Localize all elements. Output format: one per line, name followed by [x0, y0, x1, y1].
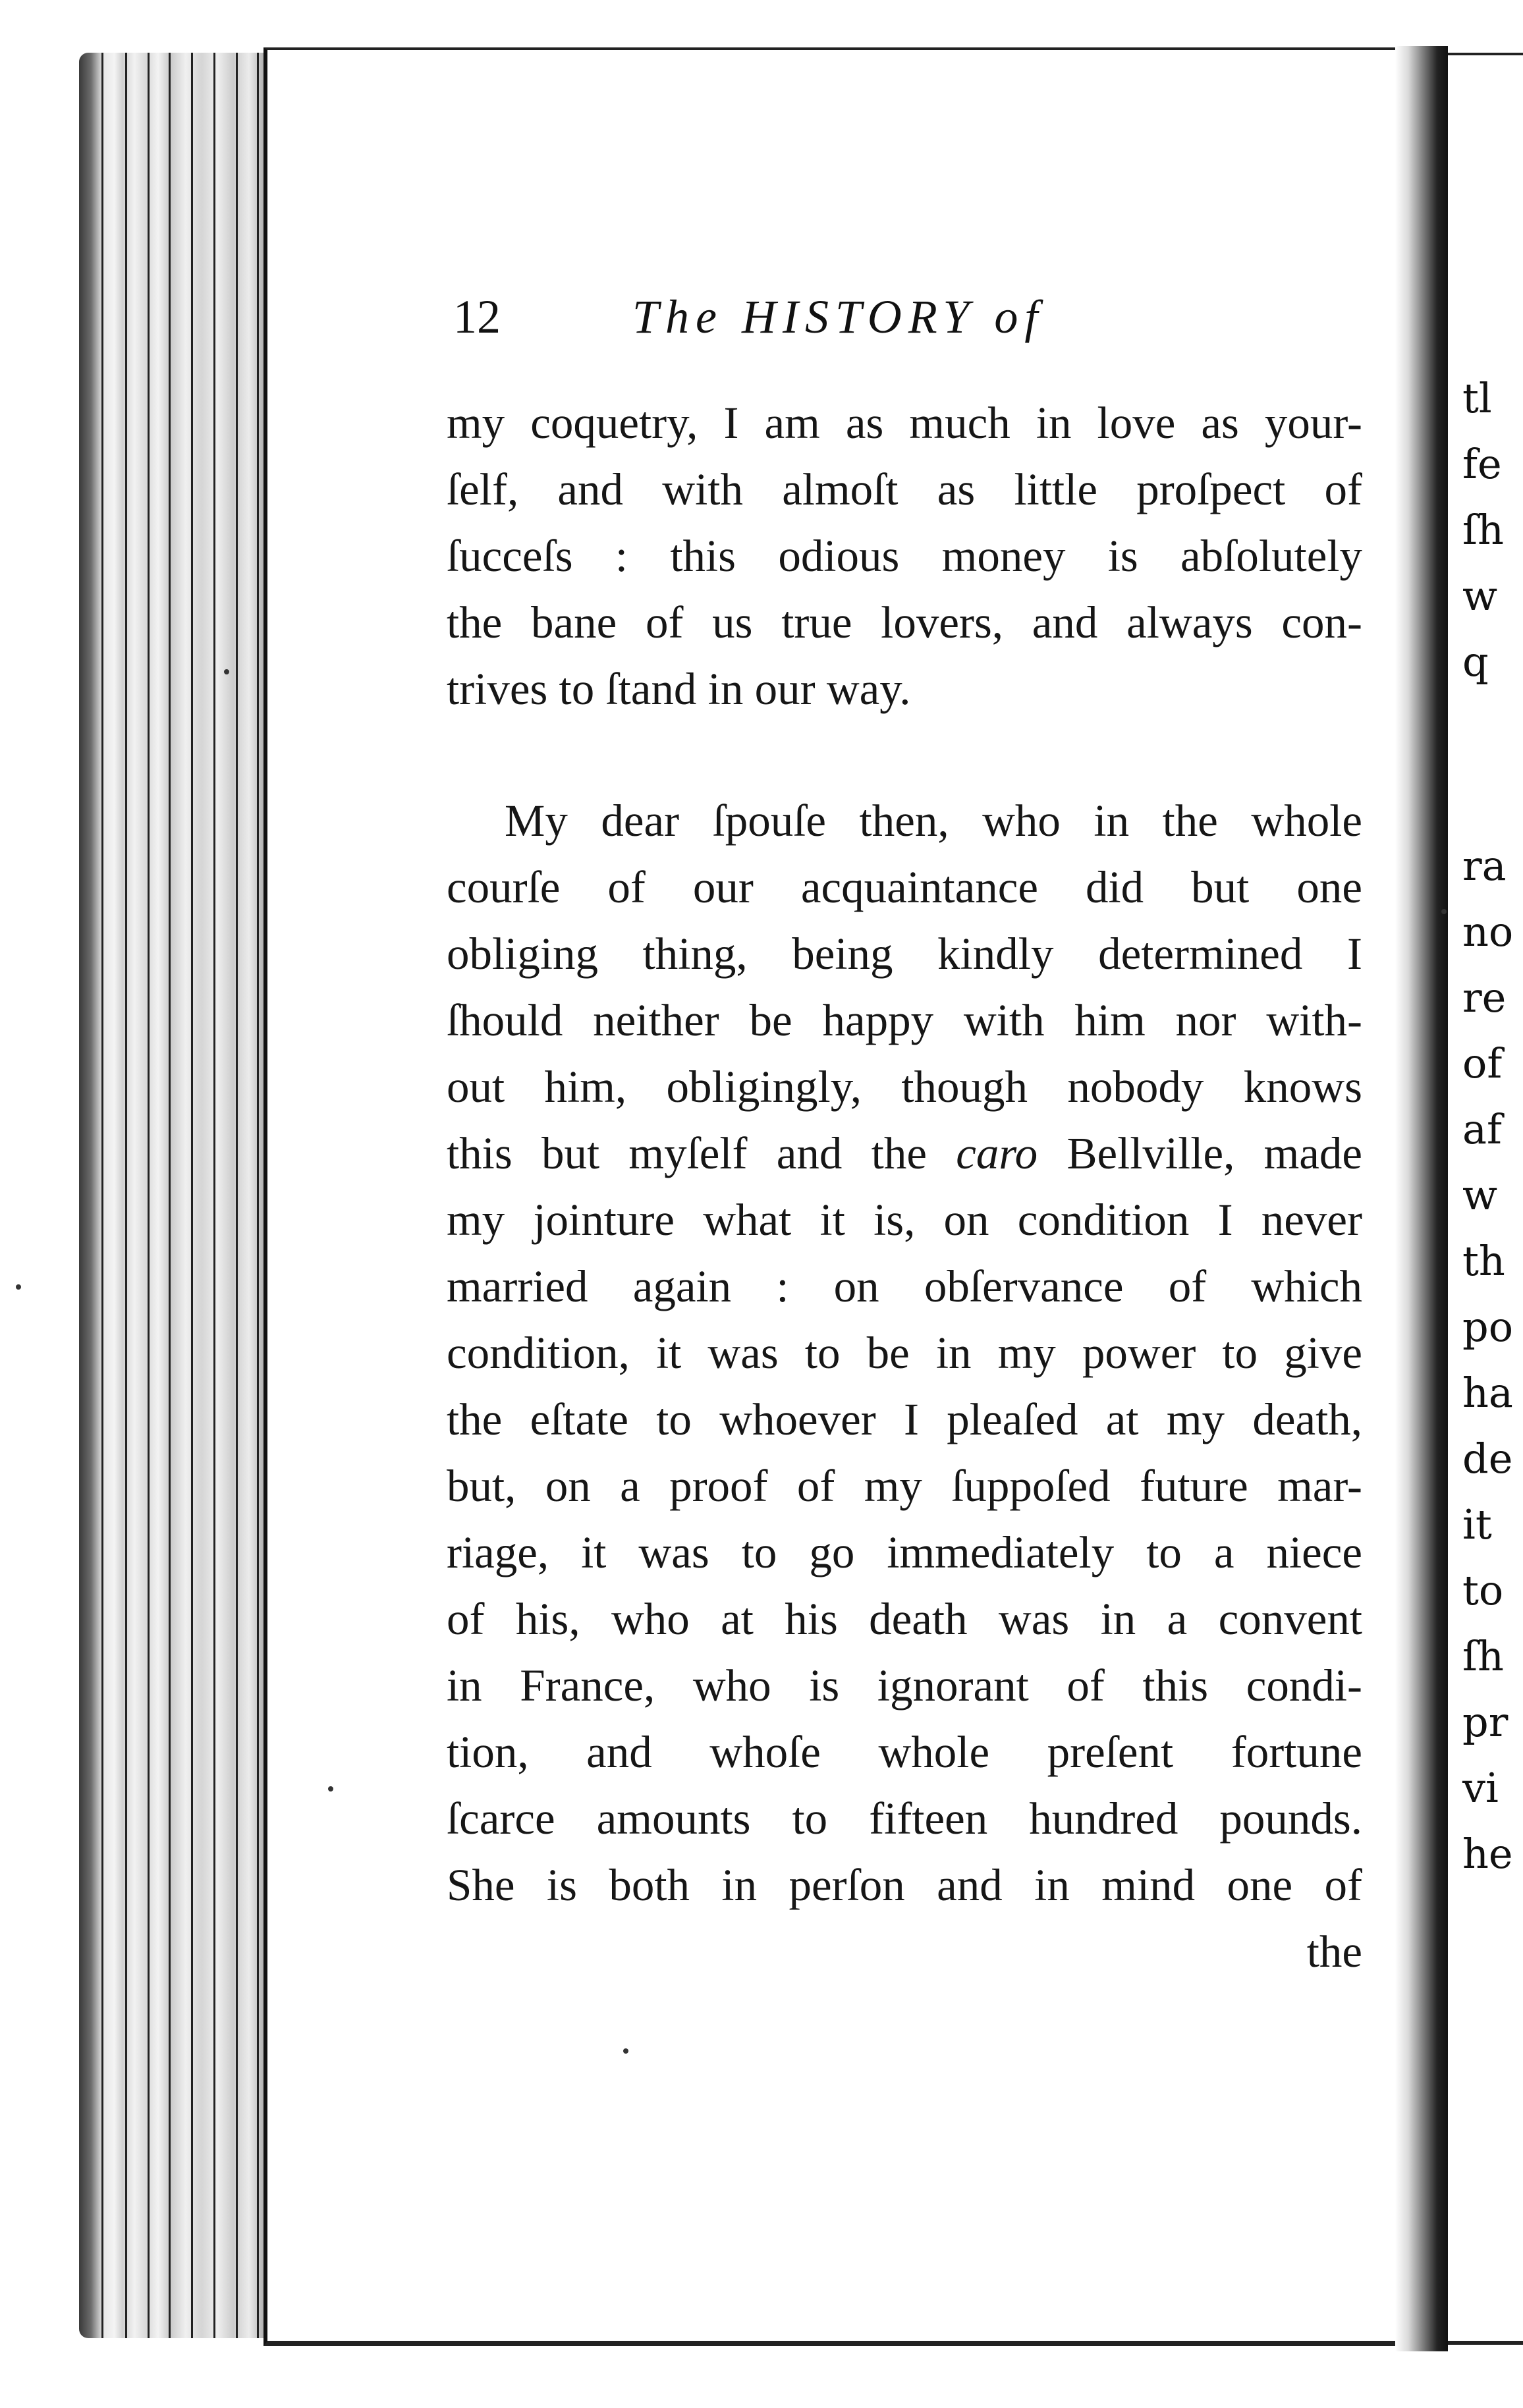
text-line: ſelf, and with almoſt as little proſpect of	[447, 464, 1362, 514]
text-line: married again : on obſervance of which	[447, 1261, 1362, 1311]
text-line: this but myſelf and the caro Bellville, made	[447, 1128, 1363, 1178]
page-edges-stack	[79, 53, 277, 2338]
text-line: but, on a proof of my ſuppoſed future mar-	[447, 1461, 1362, 1511]
text-line: the bane of us true lovers, and always con-	[447, 597, 1362, 647]
facing-page-fragment: ſh	[1462, 1632, 1504, 1680]
facing-page-fragment: po	[1462, 1303, 1514, 1351]
facing-page-fragment: to	[1462, 1566, 1504, 1614]
text-line: ſcarce amounts to fifteen hundred pounds.	[447, 1793, 1362, 1844]
facing-page-fragment: w	[1462, 1171, 1498, 1219]
book-gutter	[1395, 46, 1448, 2351]
facing-page-fragment: af	[1462, 1105, 1502, 1153]
text-line: ſhould neither be happy with him nor with-	[447, 995, 1362, 1045]
facing-page-fragment: th	[1462, 1237, 1505, 1285]
text-line: of his, who at his death was in a convent	[447, 1594, 1362, 1644]
text-line: riage, it was to go immediately to a niece	[447, 1527, 1362, 1577]
text-line: She is both in perſon and in mind one of	[447, 1860, 1362, 1910]
facing-page-fragment: of	[1462, 1039, 1503, 1087]
facing-page-fragment: pr	[1462, 1698, 1509, 1746]
facing-page-fragment: tl	[1462, 374, 1492, 422]
text-line: out him, obligingly, though nobody knows	[447, 1062, 1362, 1112]
text-line: obliging thing, being kindly determined I	[447, 929, 1362, 979]
facing-page	[1448, 53, 1523, 2345]
page-number: 12	[453, 290, 501, 343]
running-head-title: The HISTORY of	[632, 290, 1045, 343]
text-line: trives to ſtand in our way.	[447, 664, 911, 714]
facing-page-fragment: fe	[1462, 440, 1502, 488]
text-line: the eſtate to whoever I pleaſed at my death,	[447, 1394, 1362, 1444]
text-line: condition, it was to be in my power to give	[447, 1328, 1362, 1378]
facing-page-fragment: re	[1462, 973, 1507, 1022]
facing-page-fragment: he	[1462, 1830, 1513, 1878]
facing-page-fragment: no	[1462, 908, 1514, 956]
running-head	[453, 290, 1184, 356]
facing-page-fragment: it	[1462, 1500, 1492, 1548]
text-line: my jointure what it is, on condition I never	[447, 1195, 1362, 1245]
catchword: the	[1306, 1927, 1362, 1977]
facing-page-fragment: vi	[1462, 1764, 1499, 1812]
facing-page-fragment: de	[1462, 1435, 1513, 1483]
facing-page-fragment: ra	[1462, 842, 1507, 890]
text-line: tion, and whoſe whole preſent fortune	[447, 1727, 1362, 1777]
text-line: in France, who is ignorant of this condi-	[447, 1660, 1362, 1710]
facing-page-fragment: w	[1462, 572, 1498, 620]
text-line: My dear ſpouſe then, who in the whole	[505, 796, 1362, 846]
text-line: ſucceſs : this odious money is abſolutely	[447, 531, 1362, 581]
facing-page-fragment: ſh	[1462, 506, 1504, 554]
facing-page-fragment: q	[1462, 638, 1489, 686]
text-line: my coquetry, I am as much in love as your-	[447, 398, 1362, 448]
facing-page-fragment: ha	[1462, 1369, 1513, 1417]
text-line: courſe of our acquaintance did but one	[447, 862, 1362, 912]
